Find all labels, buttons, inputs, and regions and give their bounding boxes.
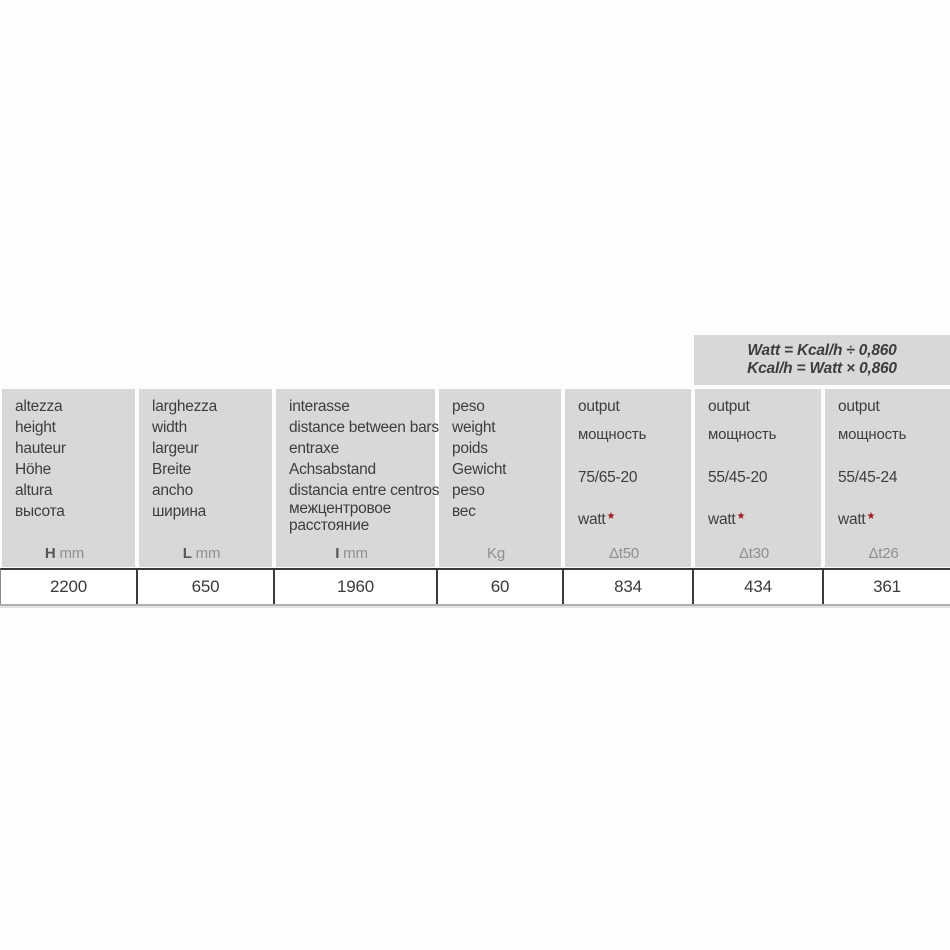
value-height: 2200 (1, 570, 138, 604)
label-output-en: output (708, 398, 750, 415)
label-output-en: output (578, 398, 620, 415)
conversion-formula-watt: Watt = Kcal/h ÷ 0,860 (747, 342, 897, 359)
label-it: peso (452, 398, 485, 415)
watt-label: watt★ (578, 511, 616, 528)
table-values-row (0, 568, 950, 604)
label-en: distance between bars (289, 419, 439, 436)
label-it: larghezza (152, 398, 217, 415)
watt-label: watt★ (838, 511, 876, 528)
label-de: Breite (152, 461, 191, 478)
unit-symbol: I (335, 545, 340, 562)
temperature-regime: 55/45-24 (838, 469, 898, 486)
temperature-regime: 55/45-20 (708, 469, 768, 486)
label-es: altura (15, 482, 53, 499)
value-output-dt50: 834 (564, 570, 694, 604)
label-de: Achsabstand (289, 461, 376, 478)
label-fr: poids (452, 440, 488, 457)
unit-dt50: Δt50 (608, 545, 640, 562)
watt-label: watt★ (708, 511, 746, 528)
red-star-icon: ★ (736, 511, 746, 522)
label-de: Gewicht (452, 461, 507, 478)
unit-suffix: mm (191, 545, 221, 562)
unit-symbol: L (182, 545, 192, 562)
label-output-ru: мощность (838, 426, 907, 443)
value-weight: 60 (438, 570, 564, 604)
unit-suffix: mm (339, 545, 368, 562)
label-fr: entraxe (289, 440, 339, 457)
label-ru-line1: межцентровое (289, 500, 391, 517)
unit-distance-mm (276, 545, 435, 562)
value-output-dt30: 434 (694, 570, 824, 604)
header-cell-output-dt30 (695, 389, 821, 567)
label-output-ru: мощность (708, 426, 777, 443)
label-ru-line2: расстояние (289, 516, 370, 534)
label-fr: hauteur (15, 440, 66, 457)
label-output-en: output (838, 398, 880, 415)
label-output-ru: мощность (578, 426, 647, 443)
unit-symbol: H (44, 545, 56, 562)
label-ru: вес (452, 503, 476, 520)
label-fr: largeur (152, 440, 199, 457)
label-es: peso (452, 482, 485, 499)
unit-weight-kg: Kg (487, 545, 505, 562)
label-it: interasse (289, 398, 350, 415)
header-cell-height (2, 389, 135, 567)
value-width: 650 (138, 570, 275, 604)
label-it: altezza (15, 398, 63, 415)
label-en: width (152, 419, 187, 436)
label-en: height (15, 419, 56, 436)
value-distance: 1960 (275, 570, 438, 604)
unit-dt30: Δt30 (738, 545, 770, 562)
label-es: ancho (152, 482, 193, 499)
header-cell-output-dt50 (565, 389, 691, 567)
unit-width-mm (139, 545, 272, 562)
unit-suffix: mm (55, 545, 85, 562)
header-cell-output-dt26 (825, 389, 950, 567)
temperature-regime: 75/65-20 (578, 469, 638, 486)
label-ru: высота (15, 503, 65, 520)
value-output-dt26: 361 (873, 577, 901, 596)
red-star-icon: ★ (866, 511, 876, 522)
red-star-icon: ★ (606, 511, 616, 522)
header-cell-weight (439, 389, 561, 567)
conversion-note (694, 335, 950, 385)
label-es: distancia entre centros (289, 482, 440, 499)
label-ru: ширина (152, 503, 207, 520)
label-de: Höhe (15, 461, 52, 478)
unit-height-mm (2, 545, 135, 562)
header-cell-width (139, 389, 272, 567)
table-bottom-rule (0, 604, 950, 608)
label-en: weight (452, 419, 496, 436)
unit-dt26: Δt26 (868, 545, 899, 562)
conversion-formula-kcal: Kcal/h = Watt × 0,860 (747, 360, 897, 377)
table-header-row (0, 389, 950, 567)
header-cell-distance-between-bars (276, 389, 440, 567)
